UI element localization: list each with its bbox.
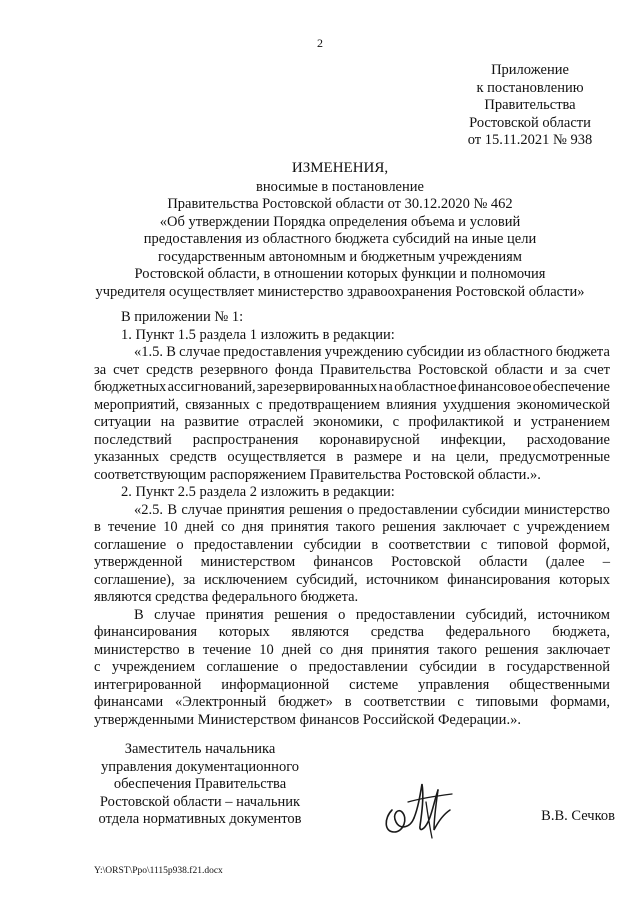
title-line: вносимые в постановление <box>256 178 424 195</box>
word: решения <box>274 606 328 623</box>
word: – <box>602 554 610 570</box>
word: за <box>94 361 107 378</box>
word: области <box>479 554 528 570</box>
text-line <box>94 607 610 625</box>
word: финансами <box>94 694 164 710</box>
word: управления <box>418 676 490 693</box>
text-line <box>94 362 610 380</box>
word: типовой <box>497 536 549 553</box>
word: бюджета, <box>552 624 610 640</box>
word: бюджет» <box>278 694 333 710</box>
title-line: Ростовской области, в отношении которых функции и полномочия <box>134 266 546 282</box>
appendix-line: Правительства <box>484 97 576 113</box>
position-line: обеспечения Правительства <box>113 776 287 792</box>
word: бюджетных <box>94 379 167 395</box>
text-line <box>94 554 610 572</box>
word: связанных <box>185 396 250 413</box>
word: интегрированной <box>94 676 202 693</box>
word: которых <box>218 624 270 640</box>
word: средства <box>370 624 424 640</box>
document-body <box>94 309 610 729</box>
word: В <box>167 501 178 518</box>
word: субсидий, <box>296 571 358 588</box>
word: зарезервированных <box>257 379 378 395</box>
item1-paragraph <box>94 344 610 484</box>
word: размере <box>353 449 403 465</box>
word: о <box>289 659 298 675</box>
word: на <box>160 414 175 430</box>
word: заключает <box>546 641 610 658</box>
word: на <box>431 449 446 465</box>
word: такого <box>335 519 376 535</box>
signatory-position <box>90 741 310 829</box>
word: исключением <box>203 571 288 588</box>
word: мероприятий, <box>94 396 180 413</box>
word: такого <box>437 641 477 658</box>
word: субсидии <box>462 501 520 518</box>
word: субсидии <box>419 659 477 675</box>
text-line <box>94 414 610 432</box>
word: с <box>480 536 488 553</box>
word: случае <box>181 501 223 518</box>
word: финансирования <box>447 571 551 588</box>
word: финансовое <box>457 379 532 395</box>
word: учреждением <box>526 519 610 535</box>
text-line <box>94 502 610 520</box>
word: с <box>392 414 400 430</box>
item2-heading: 2. Пункт 2.5 раздела 2 изложить в редакции: <box>121 484 395 500</box>
word: учреждению <box>324 344 404 360</box>
word: в <box>336 449 344 465</box>
word: в <box>94 519 101 535</box>
word: и <box>412 449 421 465</box>
word: принятия <box>270 519 329 535</box>
word: из <box>467 344 481 360</box>
appendix-line: Приложение <box>491 62 569 78</box>
word: и <box>513 414 522 430</box>
word: общественными <box>509 676 610 693</box>
word: средств <box>169 449 217 465</box>
word: предоставлении <box>358 501 458 518</box>
signer-name: В.В. Сечков <box>541 808 615 824</box>
title-line: учредителя осуществляет министерство здравоохранения Ростовской области» <box>95 283 585 300</box>
word: системе <box>349 676 399 693</box>
word: расходование <box>526 431 610 448</box>
word: инфекции, <box>440 431 506 448</box>
page-number: 2 <box>317 36 323 50</box>
word: принятия <box>205 606 264 623</box>
text-line <box>94 694 610 712</box>
word: предоставлении <box>355 606 456 623</box>
word: соответствии <box>388 536 471 553</box>
word: соглашение <box>206 659 279 675</box>
word: предоставлении <box>308 659 408 675</box>
word: Правительства <box>319 361 412 378</box>
word: предоставлении <box>193 536 294 553</box>
intro-line: В приложении № 1: <box>121 309 244 325</box>
appendix-header <box>440 62 620 150</box>
word: дня <box>241 519 264 535</box>
word: типовыми <box>475 694 539 710</box>
title-line: «Об утверждении Порядка определения объема и условий <box>159 213 521 230</box>
word: министерством <box>200 554 296 570</box>
text-line <box>94 659 610 677</box>
word: течение <box>202 641 252 658</box>
appendix-line: к постановлению <box>476 79 584 96</box>
word: осуществляется <box>227 449 326 465</box>
position-line: Ростовской области – начальник <box>99 793 301 810</box>
word: 10 <box>259 641 274 658</box>
word: дней <box>281 641 312 658</box>
document-title <box>60 160 620 301</box>
word: предусмотренные <box>499 449 610 465</box>
word: средств <box>146 361 194 378</box>
word: с <box>94 659 101 675</box>
word: 10 <box>163 519 178 535</box>
appendix-line: от 15.11.2021 № 938 <box>467 132 593 148</box>
word: являются <box>291 624 350 640</box>
word: профилактикой <box>408 414 504 430</box>
title-line: предоставления из областного бюджета субсидий на иные цели <box>143 231 537 247</box>
word: дня <box>341 641 364 658</box>
word: обеспечение <box>532 379 610 395</box>
word: учреждением <box>111 659 196 675</box>
word: последствий <box>94 431 172 448</box>
word: Ростовской <box>418 361 488 378</box>
appendix-line: Ростовской области <box>469 114 591 131</box>
word: предоставления <box>223 344 322 360</box>
position-line: отдела нормативных документов <box>98 811 302 827</box>
position-line: управления документационного <box>100 758 300 775</box>
word: течение <box>107 519 157 535</box>
word: субсидий, <box>465 606 528 623</box>
word: в <box>344 694 352 710</box>
text-line <box>94 432 610 450</box>
word: за <box>564 361 577 378</box>
word: ухудшения <box>442 396 511 413</box>
title-main: ИЗМЕНЕНИЯ, <box>291 160 389 176</box>
word: бюджета <box>555 344 610 360</box>
word: «Электронный <box>175 694 267 710</box>
word: развитие <box>184 414 239 430</box>
text-line <box>94 379 610 397</box>
word: распространения <box>192 431 299 448</box>
word: источником <box>366 571 439 588</box>
item2-paragraph-2 <box>94 607 610 730</box>
item2-paragraph-1 <box>94 502 610 607</box>
text-line <box>94 519 610 537</box>
word: счет <box>113 361 140 378</box>
item1-heading: 1. Пункт 1.5 раздела 1 изложить в редакции: <box>121 326 395 343</box>
word: государственной <box>506 659 610 675</box>
text-line <box>94 344 610 362</box>
word: финансирования <box>94 624 198 640</box>
footer-file-path: Y:\ORST\Ppo\1115p938.f21.docx <box>94 866 223 876</box>
word: случае <box>179 344 221 360</box>
word: финансов <box>313 554 373 570</box>
text-line: утвержденными Министерством финансов Российской Федерации.». <box>94 711 521 728</box>
word: с <box>255 396 263 413</box>
word: соответствии <box>363 694 446 710</box>
word: экономической <box>516 396 610 413</box>
word: заключает <box>442 519 507 535</box>
word: решения <box>485 641 539 658</box>
word: за <box>183 571 196 588</box>
word: областное <box>394 379 457 395</box>
word: указанных <box>94 449 160 465</box>
word: устранением <box>530 414 610 430</box>
word: соглашение <box>94 536 167 553</box>
word: о <box>176 536 184 553</box>
word: источником <box>537 606 610 623</box>
handwritten-signature <box>378 772 460 842</box>
word: Ростовской <box>391 554 461 570</box>
word: ситуации <box>94 414 152 430</box>
word: В <box>166 344 176 360</box>
word: (далее <box>545 554 585 570</box>
word: соглашение), <box>94 571 175 588</box>
word: министерство <box>94 641 180 658</box>
word: отраслей <box>248 414 304 430</box>
word: на <box>378 379 393 395</box>
text-line <box>94 677 610 695</box>
word: в <box>488 659 496 675</box>
word: формой, <box>558 536 610 553</box>
word: в <box>371 536 379 553</box>
word: экономики, <box>313 414 384 430</box>
word: «2.5. <box>134 501 163 518</box>
word: министерство <box>524 501 610 518</box>
word: влияния <box>386 396 437 413</box>
word: решения <box>382 519 436 535</box>
text-line <box>94 624 610 642</box>
word: В <box>134 606 144 623</box>
word: областного <box>484 344 553 360</box>
text-line <box>94 449 610 467</box>
text-line <box>94 642 610 660</box>
word: с <box>457 694 464 710</box>
position-line: Заместитель начальника <box>124 741 276 757</box>
word: счет <box>583 361 610 378</box>
word: субсидии <box>303 536 362 553</box>
title-line: государственным автономным и бюджетным учреждениям <box>158 248 522 265</box>
word: утвержденной <box>94 554 183 570</box>
title-line: Правительства Ростовской области от 30.12.2020 № 462 <box>167 196 513 212</box>
word: ассигнований, <box>167 379 256 395</box>
word: предотвращением <box>268 396 380 413</box>
word: области <box>494 361 544 378</box>
text-line <box>94 572 610 590</box>
text-line: соответствующим распоряжением Правительства Ростовской области.». <box>94 466 541 483</box>
word: решения <box>289 501 343 518</box>
word: принятия <box>226 501 285 518</box>
word: принятия <box>371 641 430 658</box>
word: цели, <box>456 449 489 465</box>
word: с <box>513 519 520 535</box>
word: в <box>187 641 195 658</box>
text-line <box>94 397 610 415</box>
word: дней <box>184 519 215 535</box>
word: о <box>338 606 346 623</box>
word: информационной <box>221 676 330 693</box>
word: резервного <box>200 361 268 378</box>
word: со <box>221 519 235 535</box>
word: субсидии <box>406 344 465 360</box>
word: фонда <box>274 361 314 378</box>
text-line: являются средства федерального бюджета. <box>94 589 359 605</box>
word: о <box>346 501 355 518</box>
word: федерального <box>445 624 531 640</box>
word: «1.5. <box>134 344 163 360</box>
word: формами, <box>550 694 610 710</box>
text-line <box>94 537 610 555</box>
word: которых <box>558 571 610 588</box>
word: коронавирусной <box>319 431 420 448</box>
word: и <box>550 361 558 378</box>
word: со <box>319 641 334 658</box>
word: случае <box>154 606 196 623</box>
